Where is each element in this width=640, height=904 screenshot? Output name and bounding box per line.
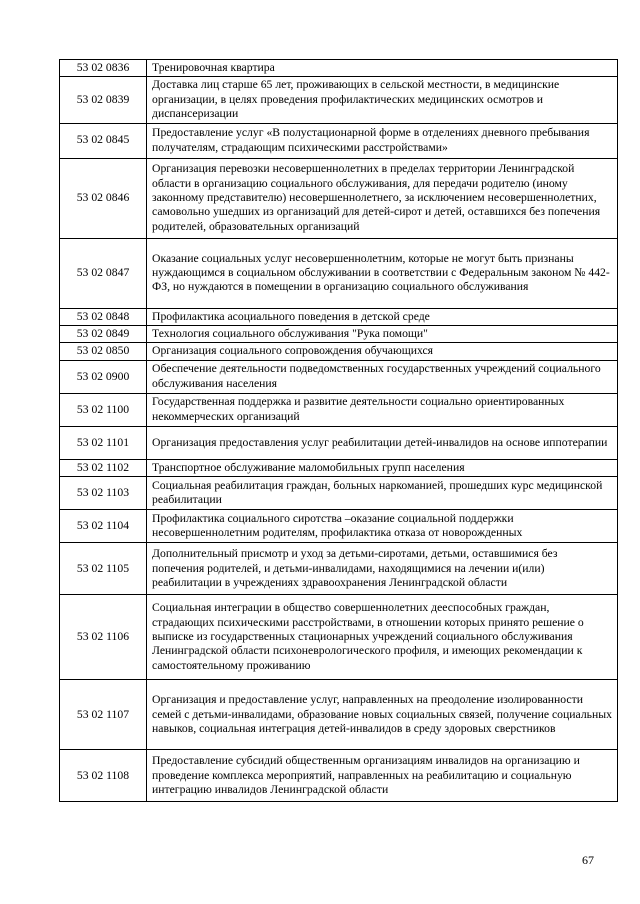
row-description: Предоставление услуг «В полустационарной форме в отделениях дневного пребывания получателям, страдающим психическими расстройствами» — [147, 123, 618, 158]
row-description: Социальная интеграции в общество совершеннолетних дееспособных граждан, страдающих психическими расстройствами, в отношении которых принято решение о выписке из государственных стационарных учреждений социального обслуживания Ленинградской области психоневрологического профиля, и имеющих рекомендации к самостоятельному проживанию — [147, 595, 618, 680]
row-code: 53 02 0845 — [60, 123, 147, 158]
row-code: 53 02 0900 — [60, 360, 147, 393]
row-description: Профилактика асоциального поведения в детской среде — [147, 308, 618, 325]
row-code: 53 02 0850 — [60, 343, 147, 360]
table-row — [60, 238, 618, 308]
row-description: Организация и предоставление услуг, направленных на преодоление изолированности семей с детьми-инвалидами, образование новых социальных связей, получение социальных навыков, социальная интеграция детей-инвалидов в среду здоровых сверстников — [147, 680, 618, 750]
page-number: 67 — [582, 853, 594, 867]
row-description: Технология социального обслуживания "Рука помощи" — [147, 326, 618, 343]
row-code: 53 02 1104 — [60, 510, 147, 543]
row-code: 53 02 0839 — [60, 77, 147, 123]
table-row — [60, 393, 618, 426]
row-description: Тренировочная квартира — [147, 60, 618, 77]
row-description: Предоставление субсидий общественным организациям инвалидов на организацию и проведение комплекса мероприятий, направленных на реабилитацию и социальную интеграцию инвалидов Ленинградской области — [147, 750, 618, 802]
classification-table — [59, 59, 618, 802]
table-row — [60, 543, 618, 595]
table-row — [60, 426, 618, 459]
table-row — [60, 510, 618, 543]
table-row — [60, 308, 618, 325]
row-description: Обеспечение деятельности подведомственных государственных учреждений социального обслуживания населения — [147, 360, 618, 393]
row-code: 53 02 1108 — [60, 750, 147, 802]
table-row — [60, 77, 618, 123]
table-row — [60, 60, 618, 77]
table-row — [60, 680, 618, 750]
table-row — [60, 326, 618, 343]
row-code: 53 02 0849 — [60, 326, 147, 343]
table-row — [60, 477, 618, 510]
row-description: Социальная реабилитация граждан, больных наркоманией, прошедших курс медицинской реабилитации — [147, 477, 618, 510]
row-description: Организация предоставления услуг реабилитации детей-инвалидов на основе иппотерапии — [147, 426, 618, 459]
table-row — [60, 459, 618, 476]
row-description: Профилактика социального сиротства –оказание социальной поддержки несовершеннолетним родителям, профилактика отказа от новорожденных — [147, 510, 618, 543]
row-code: 53 02 0846 — [60, 158, 147, 238]
row-code: 53 02 0836 — [60, 60, 147, 77]
table-row — [60, 750, 618, 802]
table-row — [60, 123, 618, 158]
row-description: Доставка лиц старше 65 лет, проживающих в сельской местности, в медицинские организации, в целях проведения профилактических медицинских осмотров и диспансеризации — [147, 77, 618, 123]
row-code: 53 02 0848 — [60, 308, 147, 325]
row-description: Оказание социальных услуг несовершеннолетним, которые не могут быть признаны нуждающимся в социальном обслуживании в соответствии с Федеральным законом № 442-ФЗ, но нуждаются в помещении в организацию социального обслуживания — [147, 238, 618, 308]
table-row — [60, 343, 618, 360]
row-code: 53 02 1102 — [60, 459, 147, 476]
row-description: Организация социального сопровождения обучающихся — [147, 343, 618, 360]
row-code: 53 02 1103 — [60, 477, 147, 510]
row-code: 53 02 0847 — [60, 238, 147, 308]
row-code: 53 02 1100 — [60, 393, 147, 426]
row-description: Дополнительный присмотр и уход за детьми-сиротами, детьми, оставшимися без попечения родителей, и детьми-инвалидами, находящимися на лечении и(или) реабилитации в учреждениях здравоохранения Ленинградской области — [147, 543, 618, 595]
row-code: 53 02 1106 — [60, 595, 147, 680]
row-description: Государственная поддержка и развитие деятельности социально ориентированных некоммерческих организаций — [147, 393, 618, 426]
row-code: 53 02 1107 — [60, 680, 147, 750]
row-code: 53 02 1105 — [60, 543, 147, 595]
table-row — [60, 595, 618, 680]
row-description: Организация перевозки несовершеннолетних в пределах территории Ленинградской области в организацию социального обслуживания, для передачи родителю (иному законному представителю) несовершеннолетнего, за исключением несовершеннолетних, самовольно ушедших из организаций для детей-сирот и детей, оставшихся без попечения родителей, образовательных организаций — [147, 158, 618, 238]
table-row — [60, 360, 618, 393]
row-code: 53 02 1101 — [60, 426, 147, 459]
table-row — [60, 158, 618, 238]
row-description: Транспортное обслуживание маломобильных групп населения — [147, 459, 618, 476]
